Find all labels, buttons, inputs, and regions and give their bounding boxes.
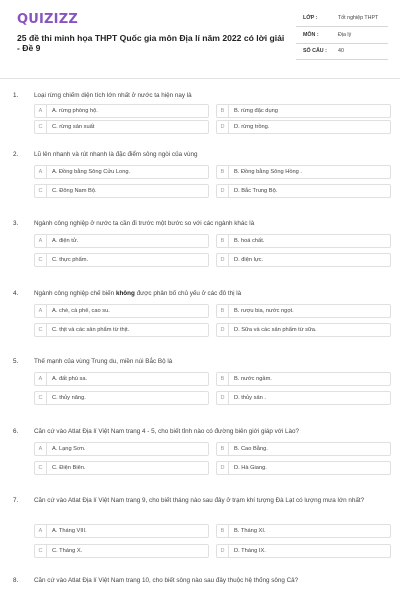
option-text: A. Lạng Sơn. — [52, 446, 86, 452]
option-a[interactable] — [34, 165, 209, 179]
option-d[interactable] — [216, 120, 391, 134]
option-text: C. thủy năng. — [52, 395, 86, 401]
quizizz-logo: QUIZIZZ — [17, 12, 78, 27]
option-d[interactable] — [216, 323, 391, 337]
question-text-emphasis: không — [115, 290, 135, 297]
option-text: B. nước ngầm. — [234, 376, 272, 382]
option-b[interactable] — [216, 372, 391, 386]
question-text: Ngành công nghiệp ở nước ta cần đi trước một bước so với các ngành khác là — [34, 220, 255, 227]
option-d[interactable] — [216, 184, 391, 198]
option-letter: B — [217, 443, 229, 455]
option-text: D. thủy sản . — [234, 395, 266, 401]
option-letter: A — [35, 443, 47, 455]
option-letter: D — [217, 324, 229, 336]
option-text: A. rừng phòng hộ. — [52, 108, 98, 114]
option-d[interactable] — [216, 391, 391, 405]
option-c[interactable] — [34, 461, 209, 475]
option-b[interactable] — [216, 104, 391, 118]
option-letter: C — [35, 121, 47, 133]
option-b[interactable] — [216, 442, 391, 456]
option-text: B. Cao Bằng. — [234, 446, 268, 452]
question-text: Loại rừng chiếm diện tích lớn nhất ở nước ta hiện nay là — [34, 92, 192, 99]
option-letter: A — [35, 166, 47, 178]
option-letter: C — [35, 185, 47, 197]
question-text: Căn cứ vào Atlat Địa lí Việt Nam trang 4 - 5, cho biết tỉnh nào có đường biên giới giáp với Lào? — [34, 428, 300, 435]
question-text-part: được phân bố chủ yếu ở các đô thị là — [134, 290, 242, 297]
option-text: C. thịt và các sản phẩm từ thịt. — [52, 327, 130, 333]
option-text: D. Hà Giang. — [234, 465, 267, 471]
option-c[interactable] — [34, 184, 209, 198]
option-text: C. thực phẩm. — [52, 257, 89, 263]
option-text: D. rừng trồng. — [234, 124, 270, 130]
option-text: A. chè, cà phê, cao su. — [52, 308, 110, 314]
meta-row-subject — [296, 29, 388, 44]
question-text: Căn cứ vào Atlat Địa lí Việt Nam trang 9, cho biết tháng nào sau đây ở trạm khí tượng Đà Lạt có lượng mưa lớn nhất? — [34, 497, 365, 504]
option-text: B. rừng đặc dụng — [234, 108, 278, 114]
option-text: A. Tháng VIII. — [52, 528, 87, 534]
option-letter: A — [35, 373, 47, 385]
option-a[interactable] — [34, 304, 209, 318]
option-letter: B — [217, 105, 229, 117]
option-text: D. Tháng IX. — [234, 548, 266, 554]
option-text: D. Bắc Trung Bộ. — [234, 188, 278, 194]
header-divider — [0, 78, 400, 79]
option-letter: D — [217, 545, 229, 557]
option-letter: D — [217, 185, 229, 197]
option-c[interactable] — [34, 253, 209, 267]
question-number: 2. — [13, 151, 19, 158]
option-letter: D — [217, 121, 229, 133]
meta-value: Tốt nghiệp THPT — [338, 15, 379, 21]
question-number: 6. — [13, 428, 19, 435]
meta-row-class — [296, 12, 388, 27]
option-text: A. điện tử. — [52, 238, 79, 244]
question-number: 5. — [13, 358, 19, 365]
option-d[interactable] — [216, 253, 391, 267]
option-letter: C — [35, 545, 47, 557]
question-number: 8. — [13, 577, 19, 584]
worksheet-meta — [296, 12, 388, 62]
worksheet-title: 25 đề thi minh họa THPT Quốc gia môn Địa lí năm 2022 có lời giải - Đề 9 — [17, 33, 285, 53]
option-d[interactable] — [216, 544, 391, 558]
option-text: B. rượu bia, nước ngọt. — [234, 308, 294, 314]
option-a[interactable] — [34, 104, 209, 118]
option-letter: C — [35, 254, 47, 266]
option-text: A. đất phù sa. — [52, 376, 88, 382]
question-text-part: Ngành công nghiệp chế biến — [34, 290, 116, 297]
question-text: Lũ lên nhanh và rút nhanh là đặc điểm sông ngòi của vùng — [34, 151, 198, 158]
option-letter: A — [35, 105, 47, 117]
option-a[interactable] — [34, 524, 209, 538]
option-text: C. Tháng X. — [52, 548, 83, 554]
option-text: C. rừng sản xuất — [52, 124, 95, 130]
option-b[interactable] — [216, 234, 391, 248]
question-number: 4. — [13, 290, 19, 297]
option-c[interactable] — [34, 120, 209, 134]
option-letter: B — [217, 373, 229, 385]
question-number: 3. — [13, 220, 19, 227]
option-letter: B — [217, 305, 229, 317]
option-letter: D — [217, 392, 229, 404]
option-letter: D — [217, 254, 229, 266]
option-text: C. Đông Nam Bộ. — [52, 188, 97, 194]
meta-row-question-count — [296, 45, 388, 60]
option-b[interactable] — [216, 304, 391, 318]
meta-label: SỐ CÂU : — [303, 48, 327, 55]
option-letter: C — [35, 324, 47, 336]
option-c[interactable] — [34, 323, 209, 337]
question-text: Thế mạnh của vùng Trung du, miền núi Bắc Bộ là — [34, 358, 173, 365]
worksheet-header — [0, 0, 400, 78]
option-letter: B — [217, 525, 229, 537]
option-letter: A — [35, 305, 47, 317]
question-number: 1. — [13, 92, 19, 99]
meta-value: Địa lý — [338, 31, 352, 38]
option-d[interactable] — [216, 461, 391, 475]
meta-label: MÔN : — [303, 31, 319, 38]
option-text: D. điện lực. — [234, 257, 264, 263]
option-a[interactable] — [34, 442, 209, 456]
option-text: B. hoá chất. — [234, 238, 265, 244]
question-number: 7. — [13, 497, 19, 504]
question-text: Căn cứ vào Atlat Địa lí Việt Nam trang 10, cho biết sông nào sau đây thuộc hệ thống sông Cả? — [34, 577, 299, 584]
option-a[interactable] — [34, 372, 209, 386]
option-b[interactable] — [216, 524, 391, 538]
meta-value: 40 — [338, 48, 344, 55]
meta-label: LỚP : — [303, 15, 318, 21]
option-c[interactable] — [34, 391, 209, 405]
option-text: B. Tháng XI. — [234, 528, 266, 534]
option-b[interactable] — [216, 165, 391, 179]
option-letter: C — [35, 462, 47, 474]
option-letter: A — [35, 525, 47, 537]
option-letter: A — [35, 235, 47, 247]
option-letter: B — [217, 235, 229, 247]
option-letter: B — [217, 166, 229, 178]
option-letter: C — [35, 392, 47, 404]
question-text — [34, 288, 374, 299]
option-text: C. Điện Biên. — [52, 465, 86, 471]
option-a[interactable] — [34, 234, 209, 248]
option-text: B. Đồng bằng Sông Hồng . — [234, 169, 302, 175]
option-text: A. Đồng bằng Sông Cửu Long. — [52, 169, 131, 175]
option-c[interactable] — [34, 544, 209, 558]
option-letter: D — [217, 462, 229, 474]
option-text: D. Sữa và các sản phẩm từ sữa. — [234, 327, 317, 333]
